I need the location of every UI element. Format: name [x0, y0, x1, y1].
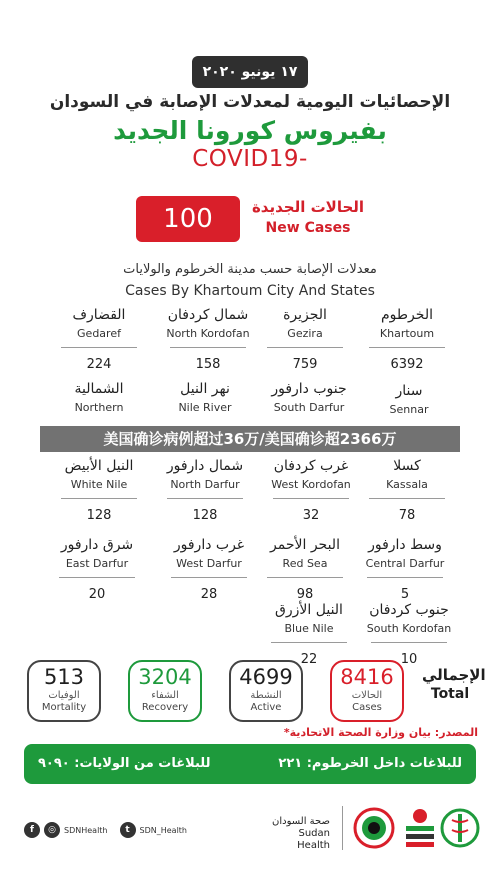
state-name-en: West Kordofan [271, 478, 351, 491]
state-name-ar: القضارف [72, 307, 126, 323]
state-name-en: West Darfur [176, 557, 242, 570]
state-name-en: Nile River [178, 401, 232, 414]
state-name-ar: شرق دارفور [60, 537, 134, 553]
total-label-en: Total [430, 686, 470, 702]
state-count: 98 [296, 587, 314, 602]
state-count: 128 [192, 508, 218, 523]
total-mortality-en: Mortality [41, 702, 87, 713]
divider [367, 577, 443, 578]
state-count: 20 [88, 587, 106, 602]
total-active-value: 4699 [239, 665, 293, 689]
state-count: 10 [400, 652, 418, 667]
state-name-ar: غرب كردفان [273, 458, 349, 474]
divider [267, 577, 343, 578]
divider [59, 577, 135, 578]
state-name-en: Central Darfur [365, 557, 445, 570]
state-nile-river [146, 380, 264, 415]
total-recovery-ar: الشفاء [151, 690, 179, 701]
total-label-ar: الإجمالي [422, 666, 486, 684]
state-name-ar: الخرطوم [381, 307, 433, 323]
new-cases-label-ar: الحالات الجديدة [251, 198, 365, 216]
state-west-kordofan [252, 457, 370, 523]
title-covid: COVID19- [192, 146, 308, 172]
state-name-ar: النيل الأبيض [64, 458, 134, 474]
facebook-handle[interactable]: SDNHealth [64, 825, 108, 835]
divider [371, 642, 447, 643]
source-note: *المصدر: بيان وزارة الصحة الاتحادية [283, 726, 478, 739]
state-name-ar: شمال دارفور [166, 458, 244, 474]
state-name-ar: كسلا [393, 458, 421, 474]
divider [271, 642, 347, 643]
state-name-en: Blue Nile [284, 622, 334, 635]
divider [267, 347, 343, 348]
state-south-darfur [250, 380, 368, 415]
state-northern [40, 380, 158, 415]
state-count: 78 [398, 508, 416, 523]
twitter-handle[interactable]: SDN_Health [139, 825, 187, 835]
state-name-en: Gezira [287, 327, 323, 340]
new-cases-value: 100 [136, 196, 240, 242]
state-east-darfur [38, 536, 156, 602]
state-name-ar: الجزيرة [283, 307, 327, 323]
hotline-states: للبلاغات من الولايات: ٩٠٩٠ [38, 756, 211, 771]
state-count: 759 [292, 357, 318, 372]
state-west-darfur [150, 536, 268, 602]
divider [170, 347, 246, 348]
state-count: 5 [400, 587, 410, 602]
state-count: 28 [200, 587, 218, 602]
state-name-ar: سنار [395, 383, 423, 399]
total-active-en: Active [250, 702, 282, 713]
title-arabic: الإحصائيات اليومية لمعدلات الإصابة في السودان [49, 92, 451, 112]
state-north-darfur [146, 457, 264, 523]
divider [273, 498, 349, 499]
state-name-ar: غرب دارفور [173, 537, 245, 553]
state-name-ar: البحر الأحمر [270, 537, 340, 553]
state-khartoum [348, 306, 466, 372]
total-active-ar: النشطة [250, 690, 282, 701]
divider [61, 347, 137, 348]
sudan-health-emblem [440, 804, 480, 852]
state-name-en: South Kordofan [366, 622, 452, 635]
state-name-en: South Darfur [273, 401, 345, 414]
total-recovery-card [128, 660, 202, 722]
state-name-ar: الشمالية [74, 381, 124, 397]
section-title-ar: معدلات الإصابة حسب مدينة الخرطوم والولايات [123, 262, 377, 277]
ministry-name-ar: صحة السودان [272, 816, 330, 827]
state-name-en: Khartoum [379, 327, 435, 340]
state-name-en: Northern [74, 401, 124, 414]
total-mortality-card [27, 660, 101, 722]
state-name-ar: النيل الأزرق [275, 602, 343, 618]
total-active-card [229, 660, 303, 722]
total-cases-ar: الحالات [351, 690, 383, 701]
total-cases-card [330, 660, 404, 722]
state-count: 224 [86, 357, 112, 372]
state-count: 32 [302, 508, 320, 523]
state-blue-nile [250, 601, 368, 667]
section-title-en: Cases By Khartoum City And States [125, 283, 375, 299]
twitter-icon[interactable]: t [120, 822, 136, 838]
state-count: 128 [86, 508, 112, 523]
divider [167, 498, 243, 499]
state-name-en: North Darfur [170, 478, 240, 491]
state-name-en: White Nile [70, 478, 128, 491]
total-cases-value: 8416 [340, 665, 394, 689]
divider [171, 577, 247, 578]
state-name-en: Sennar [389, 403, 429, 416]
ministry-logo [352, 804, 396, 852]
state-name-en: North Kordofan [166, 327, 250, 340]
state-name-ar: شمال كردفان [167, 307, 249, 323]
footer-divider [342, 806, 343, 850]
total-mortality-ar: الوفيات [48, 690, 80, 701]
divider [61, 498, 137, 499]
total-cases-en: Cases [352, 702, 382, 713]
instagram-icon[interactable]: ◎ [44, 822, 60, 838]
state-name-en: East Darfur [65, 557, 129, 570]
state-name-ar: جنوب كردفان [369, 602, 449, 618]
ministry-name [264, 816, 330, 852]
social-links [24, 820, 187, 840]
state-gedaref [40, 306, 158, 372]
divider [369, 498, 445, 499]
new-cases-label-en: New Cases [265, 220, 351, 236]
state-name-ar: جنوب دارفور [271, 381, 347, 397]
total-mortality-value: 513 [43, 665, 85, 689]
state-count: 6392 [390, 357, 424, 372]
state-name-ar: نهر النيل [180, 381, 230, 397]
total-recovery-en: Recovery [141, 702, 189, 713]
date-badge: ١٧ يونيو ٢٠٢٠ [192, 56, 308, 88]
state-name-en: Gedaref [77, 327, 121, 340]
state-white-nile [40, 457, 158, 523]
headline-overlay: 美国确诊病例超过36万/美国确诊超2366万 [40, 426, 460, 452]
state-name-ar: وسط دارفور [368, 537, 442, 553]
corona-sudan-logo [402, 804, 438, 852]
state-count: 158 [195, 357, 221, 372]
title-arabic-virus: بفيروس كورونا الجديد [113, 116, 387, 145]
divider [369, 347, 445, 348]
hotline-khartoum: للبلاغات داخل الخرطوم: ٢٢١ [278, 756, 462, 771]
state-count: 22 [300, 652, 318, 667]
total-recovery-value: 3204 [138, 665, 192, 689]
state-name-en: Kassala [386, 478, 428, 491]
ministry-name-en: Sudan Health [297, 828, 330, 851]
facebook-icon[interactable]: f [24, 822, 40, 838]
state-name-en: Red Sea [282, 557, 328, 570]
state-north-kordofan [149, 306, 267, 372]
hotline-bar [24, 744, 476, 784]
